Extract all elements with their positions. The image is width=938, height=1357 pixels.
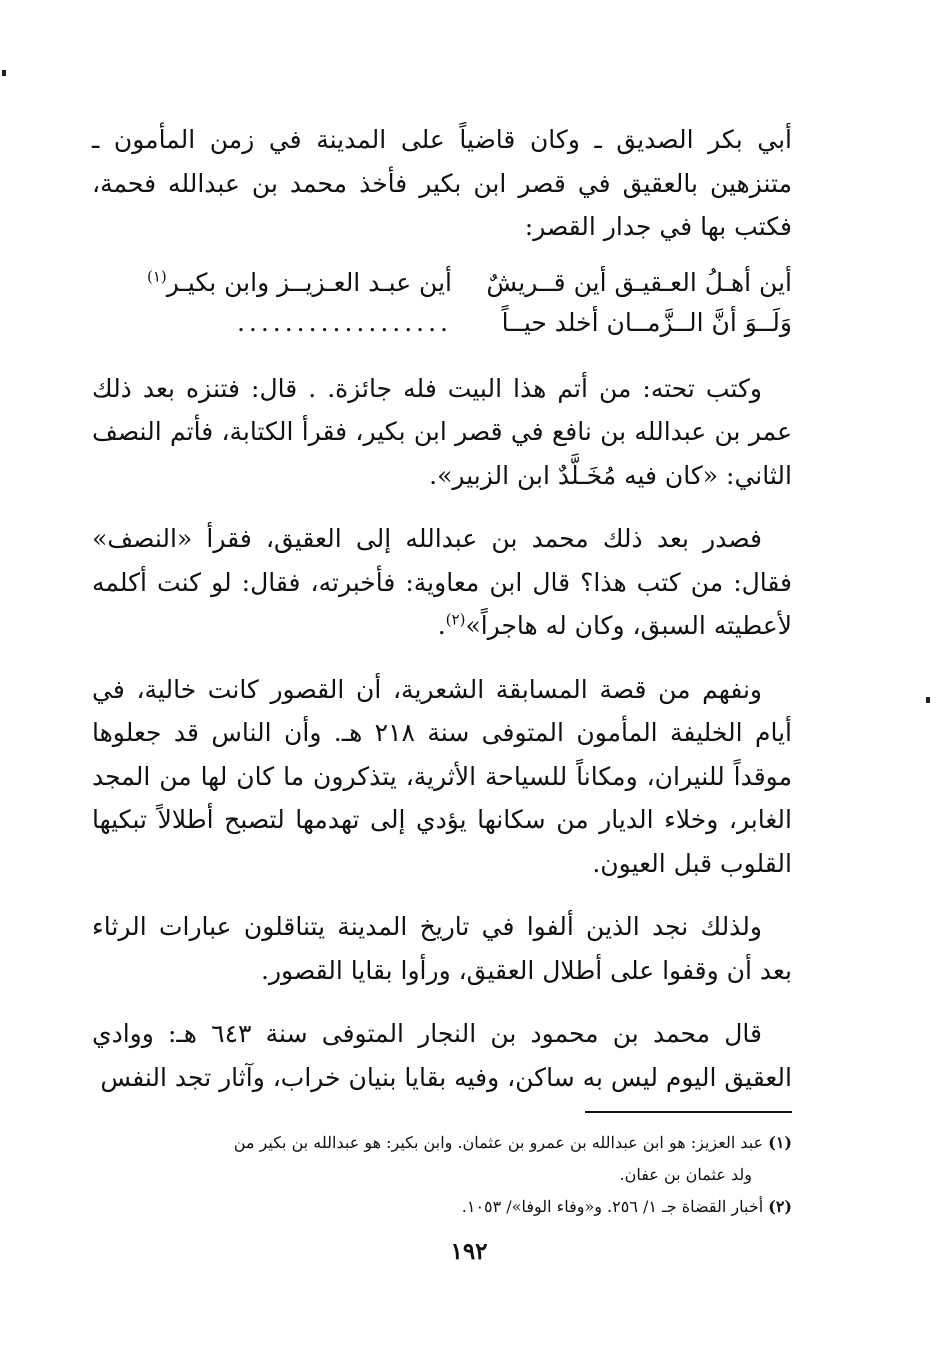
- page-number: ١٩٢: [450, 1238, 488, 1265]
- paragraph-4: ونفهم من قصة المسابقة الشعرية، أن القصور كانت خالية، في أيام الخليفة المأمون المتوفى سنة ٢١٨ هـ. وأن الناس قد جعلوها موقداً للنيران، ومكاناً للسياحة الأثرية، يتذكرون ما كان لها من المجد الغابر، وخلاء الديار من سكانها يؤدي إلى تهدمها لتصبح أطلالاً تبكيها القلوب قبل العيون.: [92, 674, 793, 878]
- footnote-1-text: عبد العزيز: هو ابن عبدالله بن عمرو بن عثمان. وابن بكير: هو عبدالله بن بكير من: [233, 1133, 764, 1152]
- footnote-2-text: أخبار القضاة جـ ١/ ٢٥٦. و«وفاء الوفا»/ ١٠٥٣.: [461, 1197, 764, 1216]
- scan-speck-middle: [926, 697, 930, 703]
- verse-line-2: [92, 303, 792, 343]
- paragraph-1: أبي بكر الصديق ـ وكان قاضياً على المدينة في زمن المأمون ـ متنزهين بالعقيق في قصر ابن بكير فأخذ محمد بن عبدالله فحمة، فكتب بها في جدار القصر:: [92, 125, 792, 241]
- paragraph-3: [92, 517, 792, 648]
- footnotes: [100, 1128, 792, 1224]
- verse-1-hemistich-2-wrap: [92, 263, 452, 303]
- paragraph-6: قال محمد بن محمود بن النجار المتوفى سنة ٦٤٣ هـ: ووادي العقيق اليوم ليس به ساكن، وفيه بقايا بنيان خراب، وآثار تجد النفس: [92, 1019, 792, 1092]
- page-body: [92, 118, 792, 1119]
- paragraph-5: ولذلك نجد الذين ألفوا في تاريخ المدينة يتناقلون عبارات الرثاء بعد أن وقفوا على أطلال العقيق، ورأوا بقايا القصور.: [92, 912, 792, 985]
- footnote-1: [100, 1128, 792, 1157]
- scan-speck-top: [2, 70, 6, 76]
- footnote-2: [100, 1192, 792, 1221]
- footnote-ref-1: (١): [147, 267, 167, 286]
- verse-1-hemistich-2: أين عبـد العـزيــز وابن بكيـر: [166, 267, 452, 297]
- footnote-separator: [585, 1111, 792, 1113]
- verse-2-hemistich-1: وَلَــوَ أنَّ الــزَّمــان أخلد حيــاً: [501, 307, 792, 337]
- paragraph-3-end: .: [437, 611, 446, 640]
- poem: [92, 263, 792, 343]
- footnote-1-continuation: ولد عثمان بن عفان.: [619, 1165, 752, 1184]
- paragraph-2: وكتب تحته: من أتم هذا البيت فله جائزة. . قال: فتنزه بعد ذلك عمر بن عبدالله بن نافع في قصر ابن بكير، فقرأ الكتابة، فأتم النصف الثاني: «كان فيه مُخَـلَّدٌ ابن الزبير».: [92, 373, 792, 490]
- footnote-1-mark: (١): [768, 1133, 792, 1152]
- verse-2-missing-hemistich: ..................: [236, 307, 452, 337]
- paragraph-3-text: فصدر بعد ذلك محمد بن عبدالله إلى العقيق، فقرأ «النصف» فقال: من كتب هذا؟ قال ابن معاوية: فأخبرته، فقال: لو كنت أكلمه لأعطيته السبق، وكان له هاجراً»: [92, 524, 792, 640]
- verse-1-hemistich-1: أين أهـلُ العـقيـق أين قــريشٌ: [486, 267, 792, 297]
- footnote-ref-2: (٢): [445, 610, 466, 629]
- verse-line-1: [92, 263, 792, 303]
- footnote-2-mark: (٢): [768, 1197, 792, 1216]
